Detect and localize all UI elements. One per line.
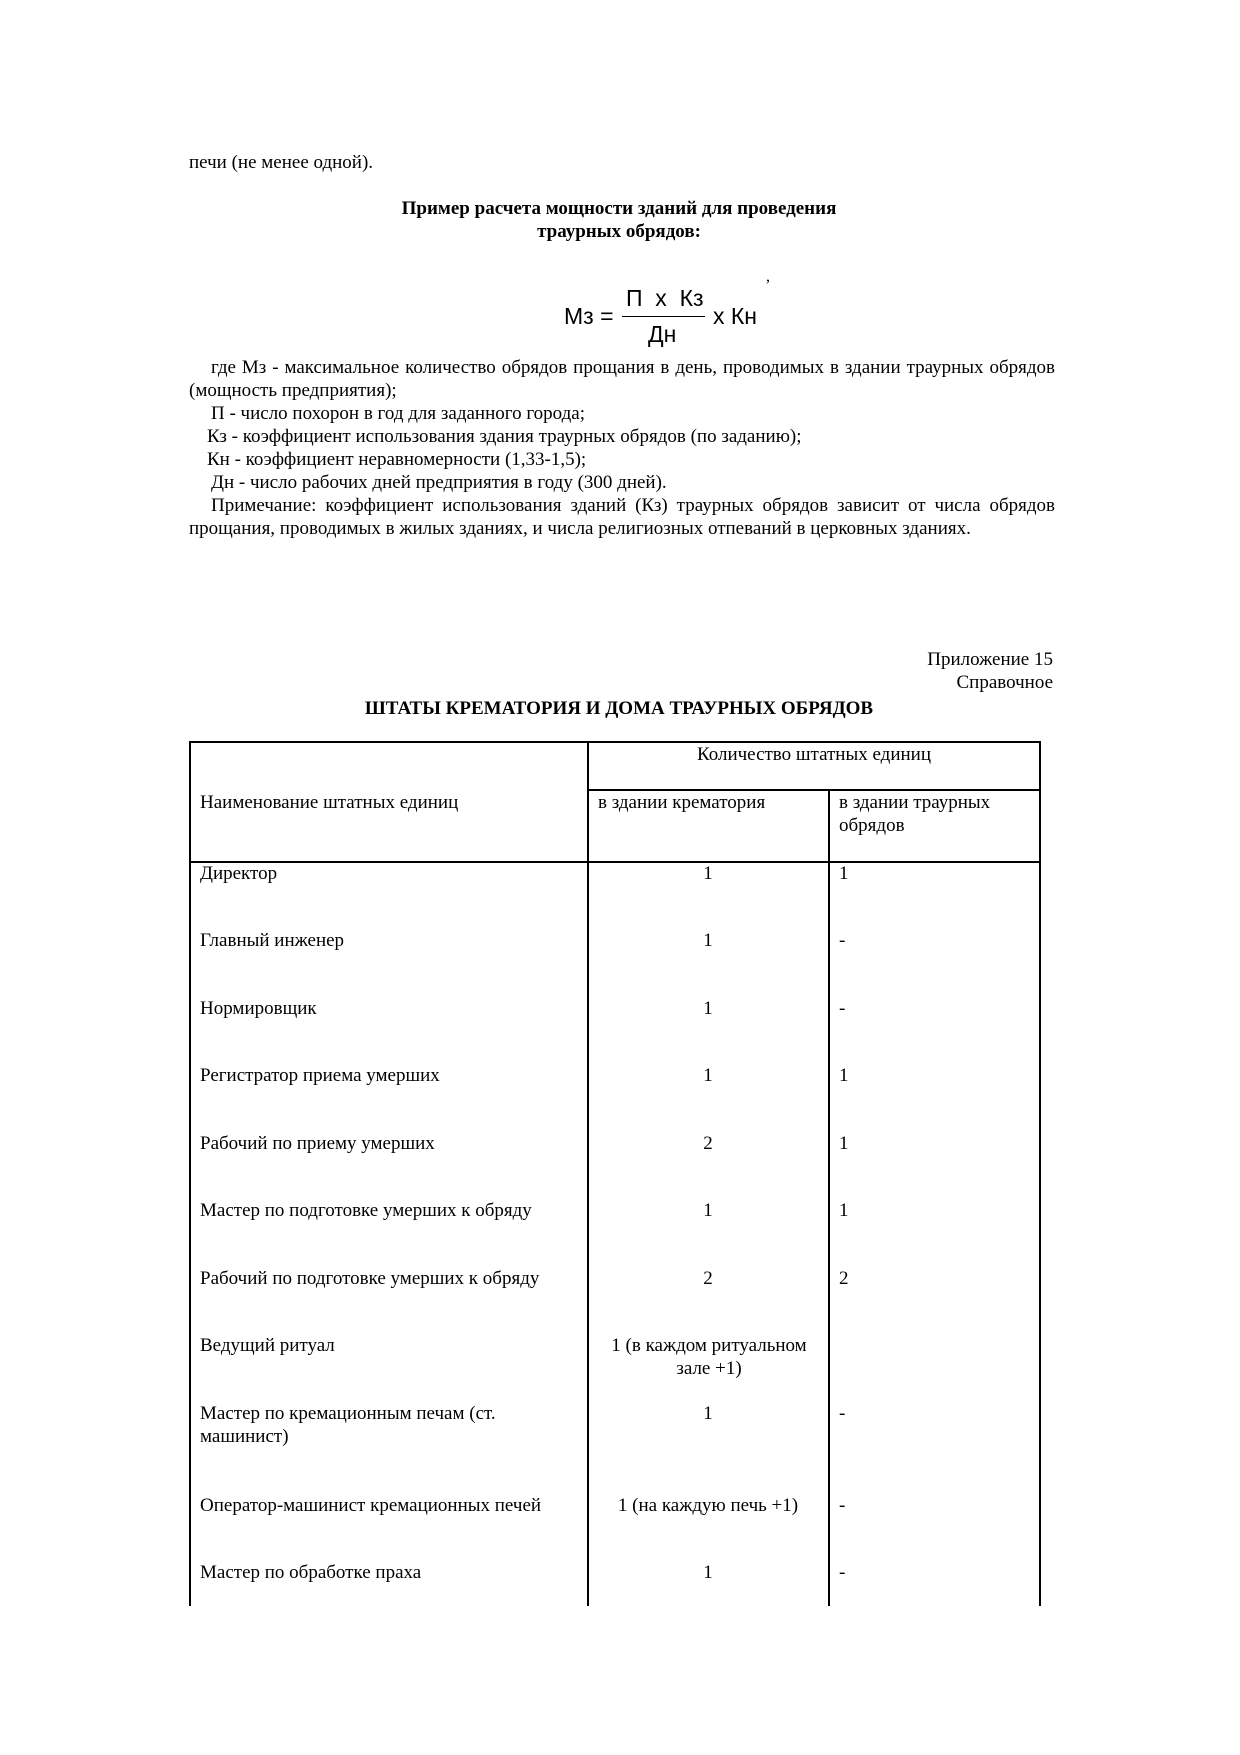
row-name: Мастер по обработке праха <box>200 1562 422 1583</box>
appendix-type: Справочное <box>956 672 1053 693</box>
row-funeral-home: - <box>839 1495 846 1516</box>
row-crematorium: 1 <box>703 863 713 884</box>
table-border-right <box>1039 741 1041 1606</box>
formula-description <box>189 356 1055 540</box>
row-funeral-home: 1 <box>839 863 849 884</box>
table-border-left <box>189 741 191 1606</box>
row-crematorium: 1 <box>703 998 713 1019</box>
desc-kn: Кн - коэффициент неравномерности (1,33-1,5); <box>207 449 587 470</box>
row-funeral-home: - <box>839 1562 846 1583</box>
row-funeral-home: 1 <box>839 1065 849 1086</box>
header-group: Количество штатных единиц <box>696 744 932 765</box>
row-crematorium: 1 <box>703 1403 713 1424</box>
header-crematorium: в здании крематория <box>598 792 766 813</box>
row-name: Рабочий по приему умерших <box>200 1133 435 1154</box>
appendix-header <box>189 648 1053 694</box>
row-crematorium: 1 <box>703 930 713 951</box>
formula-multiplier: х Кн <box>713 303 757 329</box>
desc-mz: где Мз - максимальное количество обрядов прощания в день, проводимых в здании траурных обрядов (мощность предприятия); <box>189 357 1055 401</box>
row-name: Главный инженер <box>200 930 345 951</box>
row-crematorium: 2 <box>703 1133 713 1154</box>
row-crematorium: 1 (в каждом ритуальном зале +1) <box>611 1335 807 1379</box>
formula-lhs: Мз = <box>564 303 614 329</box>
row-name: Мастер по подготовке умерших к обряду <box>200 1200 532 1221</box>
table-column-divider-2 <box>828 789 830 1606</box>
header-name: Наименование штатных единиц <box>200 792 459 813</box>
example-title <box>189 197 1049 243</box>
row-funeral-home: 1 <box>839 1200 849 1221</box>
formula-stray-comma: , <box>766 268 770 285</box>
formula-numerator: П х Кз <box>626 285 704 311</box>
desc-p: П - число похорон в год для заданного города; <box>211 403 585 424</box>
row-crematorium: 1 <box>703 1562 713 1583</box>
row-name: Регистратор приема умерших <box>200 1065 440 1086</box>
appendix-title: ШТАТЫ КРЕМАТОРИЯ И ДОМА ТРАУРНЫХ ОБРЯДОВ <box>364 698 874 719</box>
row-name: Ведущий ритуал <box>200 1335 335 1356</box>
appendix-label: Приложение 15 <box>927 649 1053 670</box>
formula-denominator: Дн <box>648 321 677 347</box>
row-name: Рабочий по подготовке умерших к обряду <box>200 1268 540 1289</box>
continuation-text: печи (не менее одной). <box>189 152 374 173</box>
table-column-divider-1 <box>587 741 589 1606</box>
desc-dn: Дн - число рабочих дней предприятия в году (300 дней). <box>211 472 667 493</box>
row-name: Оператор-машинист кремационных печей <box>200 1495 542 1516</box>
example-title-line1: Пример расчета мощности зданий для проведения <box>401 198 837 219</box>
desc-note: Примечание: коэффициент использования зданий (Кз) траурных обрядов зависит от числа обрядов прощания, проводимых в жилых зданиях, и числа религиозных отпеваний в церковных зданиях. <box>189 495 1055 539</box>
row-funeral-home: 2 <box>839 1268 849 1289</box>
row-crematorium: 2 <box>703 1268 713 1289</box>
row-funeral-home: 1 <box>839 1133 849 1154</box>
example-title-line2: траурных обрядов: <box>537 221 701 242</box>
row-crematorium: 1 <box>703 1200 713 1221</box>
row-crematorium: 1 (на каждую печь +1) <box>617 1495 799 1516</box>
row-name: Мастер по кремационным печам (ст. машинист) <box>200 1403 496 1447</box>
row-funeral-home: - <box>839 1403 846 1424</box>
row-crematorium: 1 <box>703 1065 713 1086</box>
row-name: Нормировщик <box>200 998 317 1019</box>
row-name: Директор <box>200 863 278 884</box>
fraction-bar <box>622 316 705 317</box>
desc-kz: Кз - коэффициент использования здания траурных обрядов (по заданию); <box>207 426 802 447</box>
row-funeral-home: - <box>839 998 846 1019</box>
row-funeral-home: - <box>839 930 846 951</box>
header-funeral-home: в здании траурных обрядов <box>839 792 991 836</box>
